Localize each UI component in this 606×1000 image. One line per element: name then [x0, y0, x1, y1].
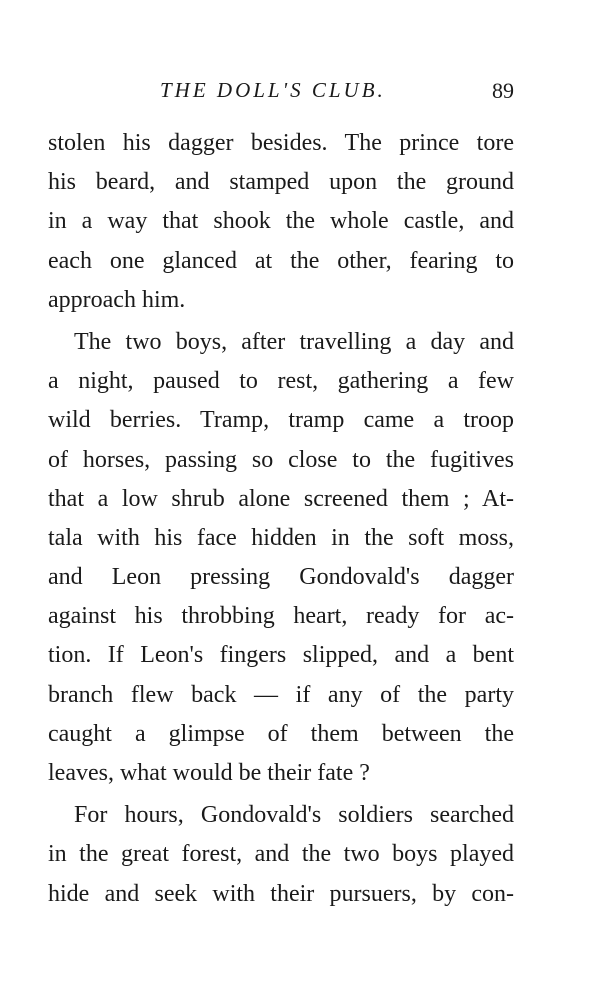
text-line: approach him.	[48, 286, 186, 313]
text-line: and Leon pressing Gondovald's dagger	[48, 564, 514, 591]
text-line: a night, paused to rest, gathering a few	[48, 368, 514, 395]
paragraph	[48, 323, 514, 793]
text-line: stolen his dagger besides. The prince tore	[48, 130, 514, 156]
text-line: that a low shrub alone screened them ; At-	[48, 485, 514, 512]
text-line: For hours, Gondovald's soldiers searched	[74, 802, 514, 829]
text-line: each one glanced at the other, fearing to	[48, 247, 514, 274]
text-line: The two boys, after travelling a day and	[74, 328, 514, 355]
text-line: hide and seek with their pursuers, by con-	[48, 880, 514, 907]
text-line: in a way that shook the whole castle, and	[48, 208, 514, 235]
text-line: in the great forest, and the two boys played	[48, 841, 514, 868]
text-line: leaves, what would be their fate ?	[48, 760, 370, 786]
body-text	[48, 124, 514, 914]
text-line: of horses, passing so close to the fugitives	[48, 446, 514, 473]
running-head: THE DOLL'S CLUB.	[160, 78, 386, 102]
text-line: caught a glimpse of them between the	[48, 720, 514, 747]
text-line: against his throbbing heart, ready for ac-	[48, 603, 514, 630]
text-line: branch flew back — if any of the party	[48, 681, 514, 708]
page-number: 89	[492, 78, 514, 103]
paragraph	[48, 796, 514, 914]
paragraph	[48, 124, 514, 320]
text-line: wild berries. Tramp, tramp came a troop	[48, 407, 514, 434]
text-line: tion. If Leon's fingers slipped, and a bent	[48, 642, 514, 669]
text-line: his beard, and stamped upon the ground	[48, 169, 514, 196]
text-line: tala with his face hidden in the soft moss,	[48, 524, 514, 551]
